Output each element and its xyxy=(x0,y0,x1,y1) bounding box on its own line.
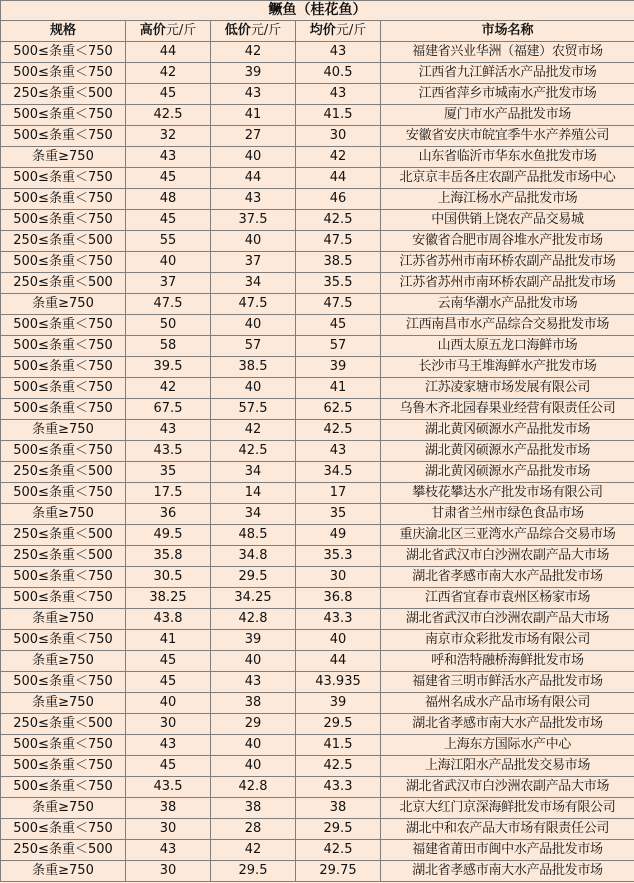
header-low: 低价元/斤 xyxy=(211,21,296,42)
table-row xyxy=(1,819,634,840)
cell-market: 厦门市水产品批发市场 xyxy=(381,105,634,126)
cell-spec: 500≤条重＜750 xyxy=(1,105,126,126)
cell-avg: 43.3 xyxy=(296,609,381,630)
cell-low: 40 xyxy=(211,378,296,399)
cell-high: 45 xyxy=(126,210,211,231)
cell-market: 湖北黄冈硕源水产品批发市场 xyxy=(381,441,634,462)
cell-low: 57.5 xyxy=(211,399,296,420)
cell-avg: 43.935 xyxy=(296,672,381,693)
cell-market: 南京市众彩批发市场有限公司 xyxy=(381,630,634,651)
table-row xyxy=(1,315,634,336)
cell-spec: 条重≥750 xyxy=(1,147,126,168)
table-row xyxy=(1,168,634,189)
table-row xyxy=(1,504,634,525)
cell-low: 40 xyxy=(211,231,296,252)
cell-avg: 49 xyxy=(296,525,381,546)
cell-spec: 500≤条重＜750 xyxy=(1,378,126,399)
cell-spec: 500≤条重＜750 xyxy=(1,672,126,693)
cell-spec: 500≤条重＜750 xyxy=(1,42,126,63)
table-row xyxy=(1,420,634,441)
cell-spec: 500≤条重＜750 xyxy=(1,63,126,84)
cell-avg: 17 xyxy=(296,483,381,504)
cell-avg: 29.5 xyxy=(296,714,381,735)
cell-spec: 500≤条重＜750 xyxy=(1,336,126,357)
cell-spec: 条重≥750 xyxy=(1,294,126,315)
cell-market: 上海东方国际水产中心 xyxy=(381,735,634,756)
cell-low: 57 xyxy=(211,336,296,357)
table-row xyxy=(1,357,634,378)
header-row xyxy=(1,21,634,42)
cell-high: 38.25 xyxy=(126,588,211,609)
cell-market: 福建省三明市鲜活水产品批发市场 xyxy=(381,672,634,693)
cell-high: 42 xyxy=(126,63,211,84)
cell-market: 安徽省安庆市皖宜季牛水产养殖公司 xyxy=(381,126,634,147)
cell-market: 湖北黄冈硕源水产品批发市场 xyxy=(381,462,634,483)
cell-market: 湖北省武汉市白沙洲农副产品大市场 xyxy=(381,546,634,567)
cell-avg: 40 xyxy=(296,630,381,651)
cell-low: 43 xyxy=(211,84,296,105)
cell-spec: 250≤条重＜500 xyxy=(1,462,126,483)
cell-high: 35 xyxy=(126,462,211,483)
cell-market: 云南华潮水产品批发市场 xyxy=(381,294,634,315)
cell-avg: 29.5 xyxy=(296,819,381,840)
cell-low: 14 xyxy=(211,483,296,504)
table-row xyxy=(1,189,634,210)
cell-market: 呼和浩特融桥海鲜批发市场 xyxy=(381,651,634,672)
cell-high: 30.5 xyxy=(126,567,211,588)
cell-spec: 500≤条重＜750 xyxy=(1,357,126,378)
cell-high: 43 xyxy=(126,735,211,756)
cell-market: 安徽省合肥市周谷堆水产批发市场 xyxy=(381,231,634,252)
table-row xyxy=(1,651,634,672)
cell-high: 44 xyxy=(126,42,211,63)
cell-spec: 500≤条重＜750 xyxy=(1,483,126,504)
cell-avg: 43 xyxy=(296,441,381,462)
cell-spec: 条重≥750 xyxy=(1,651,126,672)
cell-high: 30 xyxy=(126,819,211,840)
table-row xyxy=(1,735,634,756)
cell-spec: 条重≥750 xyxy=(1,693,126,714)
cell-high: 39.5 xyxy=(126,357,211,378)
cell-market: 湖北省武汉市白沙洲农副产品大市场 xyxy=(381,777,634,798)
table-row xyxy=(1,693,634,714)
cell-high: 38 xyxy=(126,798,211,819)
cell-avg: 42 xyxy=(296,147,381,168)
cell-low: 42 xyxy=(211,42,296,63)
cell-low: 27 xyxy=(211,126,296,147)
cell-avg: 38 xyxy=(296,798,381,819)
cell-avg: 41.5 xyxy=(296,735,381,756)
cell-low: 40 xyxy=(211,735,296,756)
cell-avg: 44 xyxy=(296,168,381,189)
table-row xyxy=(1,126,634,147)
cell-high: 49.5 xyxy=(126,525,211,546)
cell-spec: 500≤条重＜750 xyxy=(1,630,126,651)
table-row xyxy=(1,273,634,294)
cell-spec: 500≤条重＜750 xyxy=(1,168,126,189)
cell-market: 江苏凌家塘市场发展有限公司 xyxy=(381,378,634,399)
table-row xyxy=(1,462,634,483)
table-row xyxy=(1,609,634,630)
cell-high: 45 xyxy=(126,84,211,105)
cell-spec: 250≤条重＜500 xyxy=(1,231,126,252)
cell-market: 北京大红门京深海鲜批发市场有限公司 xyxy=(381,798,634,819)
cell-high: 45 xyxy=(126,651,211,672)
cell-low: 37.5 xyxy=(211,210,296,231)
cell-high: 47.5 xyxy=(126,294,211,315)
table-row xyxy=(1,63,634,84)
cell-low: 34 xyxy=(211,504,296,525)
cell-spec: 500≤条重＜750 xyxy=(1,735,126,756)
table-row xyxy=(1,399,634,420)
cell-high: 50 xyxy=(126,315,211,336)
cell-avg: 35.3 xyxy=(296,546,381,567)
cell-market: 江苏省苏州市南环桥农副产品批发市场 xyxy=(381,273,634,294)
cell-spec: 500≤条重＜750 xyxy=(1,189,126,210)
cell-market: 江西省宜春市袁州区杨家市场 xyxy=(381,588,634,609)
cell-avg: 42.5 xyxy=(296,210,381,231)
cell-high: 48 xyxy=(126,189,211,210)
cell-market: 江西南昌市水产品综合交易批发市场 xyxy=(381,315,634,336)
cell-avg: 41 xyxy=(296,378,381,399)
cell-high: 45 xyxy=(126,756,211,777)
cell-market: 湖北省孝感市南大水产品批发市场 xyxy=(381,861,634,882)
cell-market: 江西省九江鲜活水产品批发市场 xyxy=(381,63,634,84)
cell-high: 42.5 xyxy=(126,105,211,126)
table-row xyxy=(1,672,634,693)
cell-spec: 250≤条重＜500 xyxy=(1,525,126,546)
cell-avg: 42.5 xyxy=(296,840,381,861)
cell-high: 58 xyxy=(126,336,211,357)
cell-low: 40 xyxy=(211,315,296,336)
cell-spec: 500≤条重＜750 xyxy=(1,252,126,273)
cell-spec: 250≤条重＜500 xyxy=(1,84,126,105)
table-row xyxy=(1,42,634,63)
cell-spec: 250≤条重＜500 xyxy=(1,273,126,294)
cell-market: 山西太原五龙口海鲜市场 xyxy=(381,336,634,357)
cell-avg: 57 xyxy=(296,336,381,357)
cell-market: 中国供销上饶农产品交易城 xyxy=(381,210,634,231)
table-row xyxy=(1,630,634,651)
table-title: 鳜鱼（桂花鱼） xyxy=(1,1,634,21)
table-row xyxy=(1,861,634,882)
cell-spec: 500≤条重＜750 xyxy=(1,441,126,462)
cell-high: 43 xyxy=(126,147,211,168)
table-row xyxy=(1,546,634,567)
cell-low: 37 xyxy=(211,252,296,273)
cell-spec: 500≤条重＜750 xyxy=(1,315,126,336)
cell-market: 湖北黄冈硕源水产品批发市场 xyxy=(381,420,634,441)
cell-avg: 47.5 xyxy=(296,294,381,315)
cell-high: 43 xyxy=(126,840,211,861)
cell-market: 湖北省孝感市南大水产品批发市场 xyxy=(381,567,634,588)
cell-spec: 500≤条重＜750 xyxy=(1,567,126,588)
cell-spec: 条重≥750 xyxy=(1,504,126,525)
table-row xyxy=(1,567,634,588)
cell-high: 43 xyxy=(126,420,211,441)
table-row xyxy=(1,231,634,252)
cell-avg: 40.5 xyxy=(296,63,381,84)
cell-market: 攀枝花攀达水产批发市场有限公司 xyxy=(381,483,634,504)
cell-avg: 41.5 xyxy=(296,105,381,126)
cell-market: 江西省萍乡市城南水产批发市场 xyxy=(381,84,634,105)
table-row xyxy=(1,105,634,126)
table-row xyxy=(1,252,634,273)
header-spec: 规格 xyxy=(1,21,126,42)
cell-avg: 35 xyxy=(296,504,381,525)
cell-avg: 42.5 xyxy=(296,420,381,441)
cell-avg: 39 xyxy=(296,357,381,378)
cell-low: 43 xyxy=(211,672,296,693)
cell-market: 湖北中和农产品大市场有限责任公司 xyxy=(381,819,634,840)
table-row xyxy=(1,210,634,231)
cell-spec: 条重≥750 xyxy=(1,609,126,630)
cell-spec: 条重≥750 xyxy=(1,798,126,819)
cell-high: 43.5 xyxy=(126,441,211,462)
cell-high: 43.8 xyxy=(126,609,211,630)
cell-spec: 250≤条重＜500 xyxy=(1,840,126,861)
cell-avg: 29.75 xyxy=(296,861,381,882)
cell-high: 30 xyxy=(126,714,211,735)
cell-avg: 43 xyxy=(296,84,381,105)
cell-high: 17.5 xyxy=(126,483,211,504)
table-row xyxy=(1,294,634,315)
table-row xyxy=(1,777,634,798)
cell-low: 38 xyxy=(211,693,296,714)
cell-market: 上海江阳水产品批发交易市场 xyxy=(381,756,634,777)
cell-market: 上海江杨水产品批发市场 xyxy=(381,189,634,210)
cell-spec: 500≤条重＜750 xyxy=(1,126,126,147)
cell-low: 29.5 xyxy=(211,861,296,882)
cell-high: 32 xyxy=(126,126,211,147)
cell-spec: 500≤条重＜750 xyxy=(1,777,126,798)
cell-low: 34.25 xyxy=(211,588,296,609)
cell-spec: 500≤条重＜750 xyxy=(1,819,126,840)
cell-spec: 500≤条重＜750 xyxy=(1,399,126,420)
table-row xyxy=(1,336,634,357)
cell-spec: 500≤条重＜750 xyxy=(1,756,126,777)
cell-high: 30 xyxy=(126,861,211,882)
cell-low: 42 xyxy=(211,420,296,441)
cell-low: 42.5 xyxy=(211,441,296,462)
cell-low: 41 xyxy=(211,105,296,126)
table-row xyxy=(1,147,634,168)
cell-avg: 44 xyxy=(296,651,381,672)
cell-spec: 500≤条重＜750 xyxy=(1,588,126,609)
cell-spec: 条重≥750 xyxy=(1,420,126,441)
table-row xyxy=(1,525,634,546)
cell-low: 42.8 xyxy=(211,609,296,630)
cell-market: 甘肃省兰州市绿色食品市场 xyxy=(381,504,634,525)
cell-high: 45 xyxy=(126,672,211,693)
cell-low: 34 xyxy=(211,462,296,483)
cell-low: 40 xyxy=(211,651,296,672)
cell-low: 38 xyxy=(211,798,296,819)
cell-avg: 47.5 xyxy=(296,231,381,252)
cell-low: 40 xyxy=(211,756,296,777)
cell-spec: 250≤条重＜500 xyxy=(1,546,126,567)
cell-avg: 46 xyxy=(296,189,381,210)
cell-low: 34 xyxy=(211,273,296,294)
cell-low: 34.8 xyxy=(211,546,296,567)
table-row xyxy=(1,588,634,609)
cell-high: 41 xyxy=(126,630,211,651)
title-row xyxy=(1,1,634,21)
cell-high: 42 xyxy=(126,378,211,399)
cell-high: 45 xyxy=(126,168,211,189)
cell-market: 山东省临沂市华东水鱼批发市场 xyxy=(381,147,634,168)
cell-avg: 62.5 xyxy=(296,399,381,420)
cell-low: 39 xyxy=(211,63,296,84)
cell-market: 江苏省苏州市南环桥农副产品批发市场 xyxy=(381,252,634,273)
cell-market: 重庆渝北区三亚湾水产品综合交易市场 xyxy=(381,525,634,546)
cell-market: 福建省兴业华洲（福建）农贸市场 xyxy=(381,42,634,63)
cell-market: 湖北省孝感市南大水产品批发市场 xyxy=(381,714,634,735)
cell-low: 29 xyxy=(211,714,296,735)
table-row xyxy=(1,378,634,399)
cell-market: 北京京丰岳各庄农副产品批发市场中心 xyxy=(381,168,634,189)
cell-spec: 条重≥750 xyxy=(1,861,126,882)
cell-low: 43 xyxy=(211,189,296,210)
cell-market: 福建省莆田市闽中水产品批发市场 xyxy=(381,840,634,861)
cell-avg: 36.8 xyxy=(296,588,381,609)
cell-low: 42 xyxy=(211,840,296,861)
cell-low: 44 xyxy=(211,168,296,189)
table-row xyxy=(1,798,634,819)
table-row xyxy=(1,441,634,462)
table-row xyxy=(1,483,634,504)
header-high: 高价元/斤 xyxy=(126,21,211,42)
cell-market: 福州名成水产品市场有限公司 xyxy=(381,693,634,714)
cell-market: 长沙市马王堆海鲜水产批发市场 xyxy=(381,357,634,378)
header-avg: 均价元/斤 xyxy=(296,21,381,42)
cell-high: 36 xyxy=(126,504,211,525)
cell-high: 35.8 xyxy=(126,546,211,567)
cell-avg: 30 xyxy=(296,126,381,147)
cell-high: 67.5 xyxy=(126,399,211,420)
cell-market: 湖北省武汉市白沙洲农副产品大市场 xyxy=(381,609,634,630)
cell-avg: 35.5 xyxy=(296,273,381,294)
cell-low: 29.5 xyxy=(211,567,296,588)
cell-low: 38.5 xyxy=(211,357,296,378)
cell-low: 39 xyxy=(211,630,296,651)
table-row xyxy=(1,84,634,105)
cell-low: 47.5 xyxy=(211,294,296,315)
cell-high: 37 xyxy=(126,273,211,294)
cell-low: 48.5 xyxy=(211,525,296,546)
cell-avg: 43 xyxy=(296,42,381,63)
cell-avg: 38.5 xyxy=(296,252,381,273)
cell-avg: 34.5 xyxy=(296,462,381,483)
cell-high: 40 xyxy=(126,252,211,273)
table-row xyxy=(1,714,634,735)
cell-spec: 250≤条重＜500 xyxy=(1,714,126,735)
cell-avg: 30 xyxy=(296,567,381,588)
cell-spec: 500≤条重＜750 xyxy=(1,210,126,231)
cell-high: 40 xyxy=(126,693,211,714)
cell-avg: 39 xyxy=(296,693,381,714)
cell-low: 28 xyxy=(211,819,296,840)
cell-avg: 43.3 xyxy=(296,777,381,798)
cell-low: 40 xyxy=(211,147,296,168)
table-row xyxy=(1,840,634,861)
cell-high: 43.5 xyxy=(126,777,211,798)
table-row xyxy=(1,756,634,777)
cell-avg: 45 xyxy=(296,315,381,336)
cell-market: 乌鲁木齐北园春果业经营有限责任公司 xyxy=(381,399,634,420)
cell-low: 42.8 xyxy=(211,777,296,798)
header-market: 市场名称 xyxy=(381,21,634,42)
cell-avg: 42.5 xyxy=(296,756,381,777)
cell-high: 55 xyxy=(126,231,211,252)
